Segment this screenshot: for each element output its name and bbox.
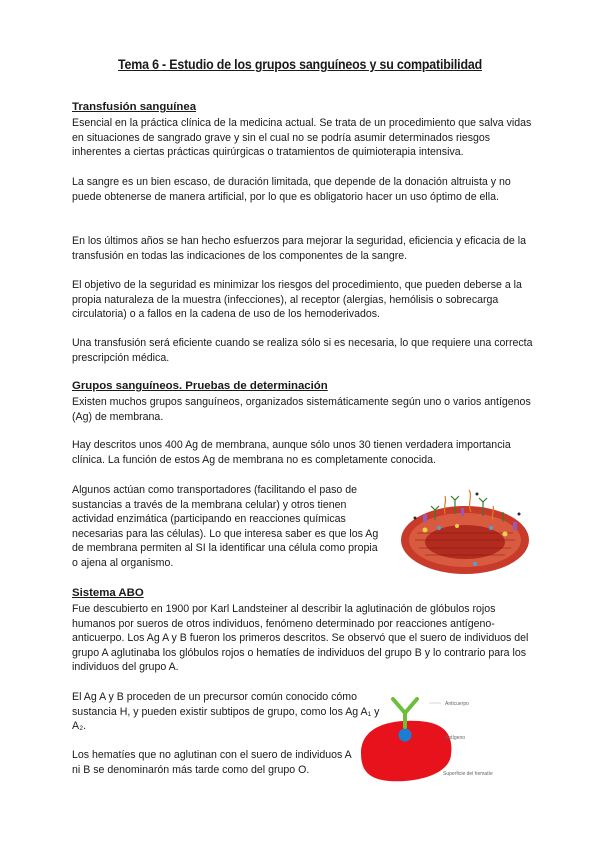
heading-grupos: Grupos sanguíneos. Pruebas de determinación xyxy=(72,380,328,392)
paragraph-abo-3: Los hematíes que no aglutinan con el suero de individuos A ni B se denominarón más tarde como del grupo O. xyxy=(72,749,352,776)
paragraph-grupos-2: Hay descritos unos 400 Ag de membrana, aunque sólo unos 30 tienen verdadera importancia clínica. La función de estos Ag de membrana no es completamente conocida. xyxy=(72,439,511,466)
antigen-icon xyxy=(399,729,412,742)
antigen-antibody-figure xyxy=(355,683,540,788)
paragraph-transfusion-2: La sangre es un bien escaso, de duración limitada, que depende de la donación altruista y no puede obtenerse de manera artificial, por lo que es obligatorio hacer un uso óptimo de ella. xyxy=(72,176,511,203)
paragraph-grupos-1: Existen muchos grupos sanguíneos, organizados sistemáticamente según uno o varios antígenos (Ag) de membrana. xyxy=(72,396,531,423)
heading-abo: Sistema ABO xyxy=(72,587,144,599)
paragraph-transfusion-1: Esencial en la práctica clínica de la medicina actual. Se trata de un procedimiento que salva vidas en situaciones de sangrado grave y sin el cual no se podría asumir determinados riesgos inherentes a ciertas prácticas quirúrgicas o tratamientos de quimioterapia intensiva. xyxy=(72,117,532,159)
page-title: Tema 6 - Estudio de los grupos sanguíneos y su compatibilidad xyxy=(118,57,482,72)
heading-transfusion: Transfusión sanguínea xyxy=(72,101,197,113)
paragraph-abo-1: Fue descubierto en 1900 por Karl Landsteiner al describir la aglutinación de glóbulos rojos humanos por sueros de otros individuos, fenómeno determinado por reacciones antígeno-anticuerpo. Los Ag A y B fueron los primeros descritos. Se observó que el suero de individuos del grupo A aglutinaba los glóbulos rojos o hematíes de individuos del grupo B y lo contrario para los individuos del grupo A. xyxy=(72,603,529,674)
label-antigeno: Antígeno xyxy=(445,735,466,741)
paragraph-grupos-3: Algunos actúan como transportadores (facilitando el paso de sustancias a través de la membrana celular) y otros tienen actividad enzimática (participando en reacciones químicas necesarias para las células). Lo que interesa saber es que los Ag de membrana permiten al SI la identificar una célula como propia o ajena al organismo. xyxy=(72,484,379,569)
paragraph-transfusion-4: El objetivo de la seguridad es minimizar los riesgos del procedimiento, que pueden deberse a la propia naturaleza de la muestra (infecciones), al receptor (alergias, hemólisis o sobrecarga circulatoria) o a fallos en la cadena de uso de los hemoderivados. xyxy=(72,279,522,321)
paragraph-transfusion-5: Una transfusión será eficiente cuando se realiza sólo si es necesaria, lo que requiere una correcta prescripción médica. xyxy=(72,337,533,364)
label-superficie: Superficie del hematíe xyxy=(443,771,493,777)
paragraph-transfusion-3: En los últimos años se han hecho esfuerzos para mejorar la seguridad, eficiencia y eficacia de la transfusión en todas las indicaciones de los componentes de la sangre. xyxy=(72,235,527,262)
membrane-antigens-figure xyxy=(395,478,535,583)
paragraph-abo-2: El Ag A y B proceden de un precursor común conocido cómo sustancia H, y pueden existir subtipos de grupo, como los Ag A₁ y A₂. xyxy=(72,691,380,733)
label-anticuerpo: Anticuerpo xyxy=(445,701,469,707)
